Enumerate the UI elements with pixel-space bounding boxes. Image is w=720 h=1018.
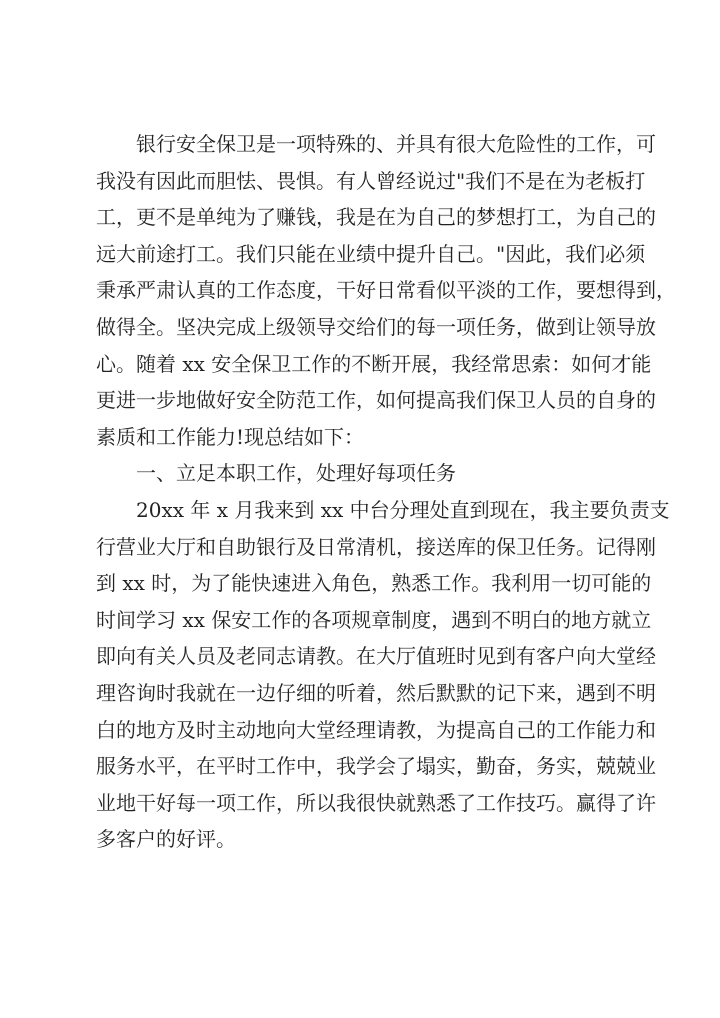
text-line: 理咨询时我就在一边仔细的听着，然后默默的记下来，遇到不明 [96,680,656,705]
text-line: 素质和工作能力!现总结如下： [96,424,365,449]
text-line: 业地干好每一项工作，所以我很快就熟悉了工作技巧。赢得了许 [96,790,656,815]
text-line: 我没有因此而胆怯、畏惧。有人曾经说过"我们不是在为老板打 [96,168,646,193]
paragraph-body [96,492,670,858]
document-body [96,126,676,858]
text-line: 工，更不是单纯为了赚钱，我是在为自己的梦想打工，为自己的 [96,205,656,230]
text-line: 做得全。坚决完成上级领导交给们的每一项任务，做到让领导放 [96,314,656,339]
text-line: 即向有关人员及老同志请教。在大厅值班时见到有客户向大堂经 [96,644,656,669]
section-heading [96,455,636,492]
text-line: 银行安全保卫是一项特殊的、并具有很大危险性的工作，可 [136,132,656,156]
text-line: 服务水平，在平时工作中，我学会了塌实，勤奋，务实，兢兢业 [96,754,656,779]
text-line: 更进一步地做好安全防范工作，如何提高我们保卫人员的自身的 [96,388,656,413]
text-line: 20xx 年 x 月我来到 xx 中台分理处直到现在，我主要负责支 [136,497,670,522]
text-line: 秉承严肃认真的工作态度，干好日常看似平淡的工作，要想得到， [96,278,676,303]
text-line: 白的地方及时主动地向大堂经理请教，为提高自己的工作能力和 [96,717,656,742]
text-line: 心。随着 xx 安全保卫工作的不断开展，我经常思索：如何才能 [96,351,652,376]
text-line: 时间学习 xx 保安工作的各项规章制度，遇到不明白的地方就立 [96,607,652,632]
text-line: 远大前途打工。我们只能在业绩中提升自己。"因此，我们必须 [96,241,646,266]
heading-text: 一、立足本职工作，处理好每项任务 [136,461,456,486]
paragraph-intro [96,126,676,455]
text-line: 行营业大厅和自助银行及日常清机，接送库的保卫任务。记得刚 [96,534,656,559]
text-line: 到 xx 时，为了能快速进入角色，熟悉工作。我利用一切可能的 [96,571,652,596]
text-line: 多客户的好评。 [96,827,236,852]
